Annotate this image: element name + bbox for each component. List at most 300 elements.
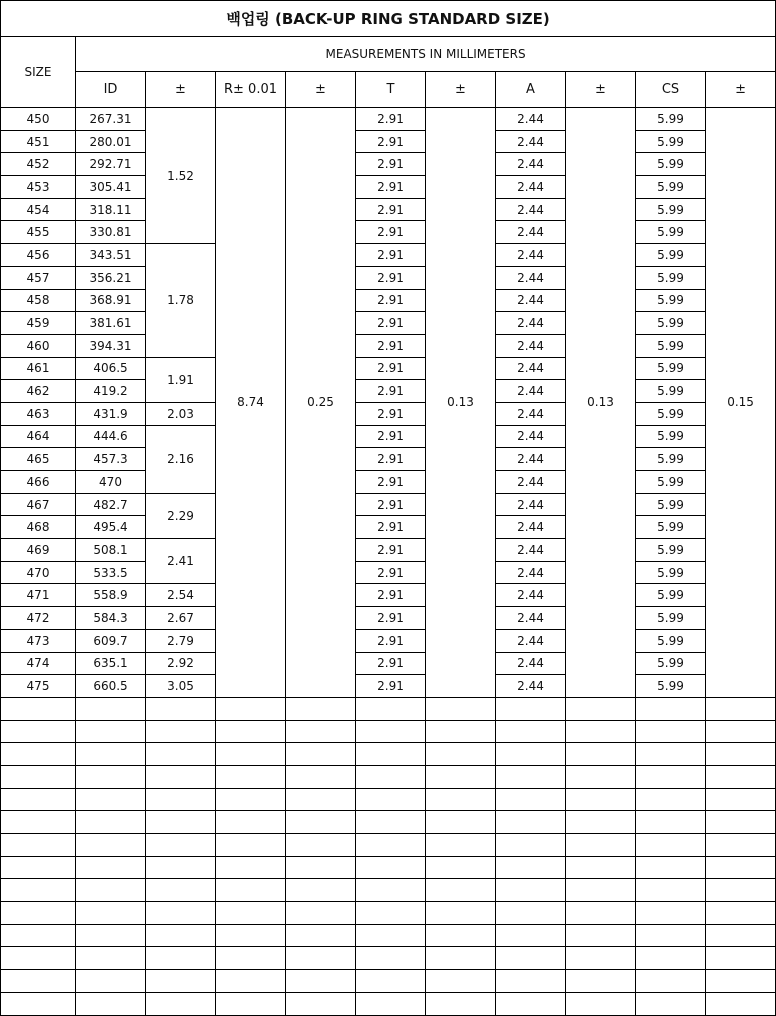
empty-cell	[286, 856, 356, 879]
empty-cell	[356, 697, 426, 720]
empty-cell	[1, 992, 76, 1015]
id-tolerance-cell: 2.16	[146, 425, 216, 493]
empty-cell	[426, 856, 496, 879]
id-tolerance-cell: 1.78	[146, 244, 216, 357]
a-cell: 2.44	[496, 334, 566, 357]
id-tolerance-cell: 2.41	[146, 539, 216, 584]
table-row	[1, 425, 776, 448]
table-row	[1, 289, 776, 312]
empty-cell	[356, 902, 426, 925]
empty-cell	[1, 743, 76, 766]
empty-cell	[496, 902, 566, 925]
empty-cell	[286, 992, 356, 1015]
empty-cell	[76, 811, 146, 834]
table-row	[1, 652, 776, 675]
empty-cell	[356, 970, 426, 993]
a-cell: 2.44	[496, 153, 566, 176]
empty-cell	[636, 765, 706, 788]
empty-cell	[496, 788, 566, 811]
empty-cell	[426, 970, 496, 993]
size-cell: 457	[1, 266, 76, 289]
t-cell: 2.91	[356, 312, 426, 335]
a-cell: 2.44	[496, 425, 566, 448]
empty-cell	[496, 992, 566, 1015]
empty-cell	[1, 902, 76, 925]
empty-cell	[496, 811, 566, 834]
a-cell: 2.44	[496, 130, 566, 153]
table-title: 백업링 (BACK-UP RING STANDARD SIZE)	[1, 1, 776, 37]
a-cell: 2.44	[496, 289, 566, 312]
a-cell: 2.44	[496, 266, 566, 289]
empty-row	[1, 856, 776, 879]
empty-row	[1, 902, 776, 925]
empty-cell	[426, 765, 496, 788]
empty-cell	[566, 902, 636, 925]
a-tolerance-cell: 0.13	[566, 108, 636, 698]
size-cell: 466	[1, 471, 76, 494]
a-cell: 2.44	[496, 312, 566, 335]
empty-cell	[636, 992, 706, 1015]
empty-cell	[706, 902, 776, 925]
t-cell: 2.91	[356, 130, 426, 153]
empty-cell	[426, 743, 496, 766]
id-tolerance-cell: 1.91	[146, 357, 216, 402]
t-cell: 2.91	[356, 471, 426, 494]
empty-cell	[426, 720, 496, 743]
empty-cell	[1, 856, 76, 879]
col-header-cs: CS	[636, 72, 706, 108]
r-value-cell: 8.74	[216, 108, 286, 698]
size-cell: 456	[1, 244, 76, 267]
a-cell: 2.44	[496, 629, 566, 652]
empty-cell	[1, 970, 76, 993]
cs-cell: 5.99	[636, 652, 706, 675]
a-cell: 2.44	[496, 176, 566, 199]
empty-row	[1, 811, 776, 834]
empty-cell	[146, 697, 216, 720]
size-cell: 467	[1, 493, 76, 516]
empty-cell	[216, 788, 286, 811]
empty-cell	[76, 788, 146, 811]
empty-cell	[1, 834, 76, 857]
size-cell: 473	[1, 629, 76, 652]
empty-cell	[496, 970, 566, 993]
a-cell: 2.44	[496, 380, 566, 403]
id-tolerance-cell: 2.92	[146, 652, 216, 675]
empty-cell	[286, 924, 356, 947]
empty-cell	[1, 697, 76, 720]
col-header-id: ID	[76, 72, 146, 108]
size-cell: 453	[1, 176, 76, 199]
empty-cell	[146, 879, 216, 902]
empty-cell	[286, 788, 356, 811]
empty-row	[1, 970, 776, 993]
cs-cell: 5.99	[636, 448, 706, 471]
table-row	[1, 493, 776, 516]
a-cell: 2.44	[496, 607, 566, 630]
empty-cell	[636, 902, 706, 925]
id-cell: 356.21	[76, 266, 146, 289]
table-row	[1, 244, 776, 267]
empty-cell	[146, 834, 216, 857]
size-cell: 454	[1, 198, 76, 221]
table-row	[1, 448, 776, 471]
t-cell: 2.91	[356, 539, 426, 562]
empty-cell	[216, 720, 286, 743]
empty-cell	[216, 743, 286, 766]
empty-cell	[216, 879, 286, 902]
empty-cell	[496, 947, 566, 970]
size-cell: 468	[1, 516, 76, 539]
id-tolerance-cell: 2.03	[146, 402, 216, 425]
id-cell: 431.9	[76, 402, 146, 425]
id-tolerance-cell: 2.54	[146, 584, 216, 607]
empty-cell	[496, 743, 566, 766]
empty-cell	[146, 992, 216, 1015]
empty-cell	[76, 697, 146, 720]
size-cell: 475	[1, 675, 76, 698]
t-cell: 2.91	[356, 176, 426, 199]
a-cell: 2.44	[496, 198, 566, 221]
id-tolerance-cell: 2.79	[146, 629, 216, 652]
t-cell: 2.91	[356, 357, 426, 380]
cs-cell: 5.99	[636, 221, 706, 244]
table-row	[1, 516, 776, 539]
empty-cell	[1, 811, 76, 834]
col-header-t-tolerance: ±	[426, 72, 496, 108]
t-cell: 2.91	[356, 380, 426, 403]
empty-cell	[76, 902, 146, 925]
r-tolerance-cell: 0.25	[286, 108, 356, 698]
empty-cell	[76, 992, 146, 1015]
col-header-t: T	[356, 72, 426, 108]
size-cell: 463	[1, 402, 76, 425]
a-cell: 2.44	[496, 108, 566, 131]
empty-cell	[286, 720, 356, 743]
a-cell: 2.44	[496, 652, 566, 675]
empty-cell	[76, 856, 146, 879]
empty-cell	[216, 992, 286, 1015]
empty-cell	[216, 902, 286, 925]
table-row	[1, 471, 776, 494]
table-row	[1, 130, 776, 153]
cs-cell: 5.99	[636, 357, 706, 380]
empty-cell	[216, 765, 286, 788]
empty-cell	[426, 947, 496, 970]
empty-cell	[636, 834, 706, 857]
empty-cell	[636, 879, 706, 902]
size-cell: 470	[1, 561, 76, 584]
empty-row	[1, 697, 776, 720]
col-header-a: A	[496, 72, 566, 108]
id-tolerance-cell: 2.29	[146, 493, 216, 538]
id-cell: 406.5	[76, 357, 146, 380]
empty-cell	[566, 856, 636, 879]
empty-cell	[146, 856, 216, 879]
empty-cell	[286, 811, 356, 834]
size-cell: 459	[1, 312, 76, 335]
id-cell: 280.01	[76, 130, 146, 153]
empty-cell	[1, 788, 76, 811]
id-cell: 495.4	[76, 516, 146, 539]
empty-cell	[706, 765, 776, 788]
size-cell: 450	[1, 108, 76, 131]
empty-cell	[636, 970, 706, 993]
size-cell: 452	[1, 153, 76, 176]
empty-cell	[426, 834, 496, 857]
a-cell: 2.44	[496, 516, 566, 539]
table-row	[1, 561, 776, 584]
empty-cell	[146, 743, 216, 766]
cs-cell: 5.99	[636, 153, 706, 176]
t-cell: 2.91	[356, 493, 426, 516]
empty-cell	[566, 924, 636, 947]
empty-cell	[496, 834, 566, 857]
empty-cell	[356, 788, 426, 811]
cs-cell: 5.99	[636, 561, 706, 584]
empty-cell	[216, 697, 286, 720]
t-cell: 2.91	[356, 561, 426, 584]
empty-cell	[706, 970, 776, 993]
a-cell: 2.44	[496, 357, 566, 380]
empty-cell	[146, 811, 216, 834]
empty-cell	[286, 902, 356, 925]
size-cell: 474	[1, 652, 76, 675]
table-row	[1, 607, 776, 630]
empty-cell	[636, 743, 706, 766]
empty-cell	[496, 879, 566, 902]
table-row	[1, 539, 776, 562]
empty-row	[1, 788, 776, 811]
size-cell: 465	[1, 448, 76, 471]
cs-cell: 5.99	[636, 493, 706, 516]
table-row	[1, 380, 776, 403]
empty-cell	[76, 970, 146, 993]
t-cell: 2.91	[356, 448, 426, 471]
cs-cell: 5.99	[636, 176, 706, 199]
empty-cell	[706, 720, 776, 743]
empty-cell	[636, 720, 706, 743]
empty-cell	[1, 947, 76, 970]
id-cell: 343.51	[76, 244, 146, 267]
t-cell: 2.91	[356, 584, 426, 607]
cs-cell: 5.99	[636, 108, 706, 131]
cs-cell: 5.99	[636, 539, 706, 562]
t-cell: 2.91	[356, 198, 426, 221]
empty-cell	[566, 947, 636, 970]
id-tolerance-cell: 1.52	[146, 108, 216, 244]
cs-cell: 5.99	[636, 425, 706, 448]
t-cell: 2.91	[356, 629, 426, 652]
table-row	[1, 153, 776, 176]
empty-cell	[566, 720, 636, 743]
empty-row	[1, 720, 776, 743]
t-cell: 2.91	[356, 652, 426, 675]
empty-cell	[216, 970, 286, 993]
size-cell: 472	[1, 607, 76, 630]
cs-cell: 5.99	[636, 516, 706, 539]
a-cell: 2.44	[496, 471, 566, 494]
size-cell: 462	[1, 380, 76, 403]
empty-cell	[216, 811, 286, 834]
empty-row	[1, 834, 776, 857]
t-cell: 2.91	[356, 516, 426, 539]
empty-cell	[356, 743, 426, 766]
cs-cell: 5.99	[636, 471, 706, 494]
empty-row	[1, 947, 776, 970]
size-cell: 461	[1, 357, 76, 380]
size-cell: 460	[1, 334, 76, 357]
empty-cell	[496, 924, 566, 947]
empty-cell	[76, 765, 146, 788]
empty-cell	[356, 834, 426, 857]
a-cell: 2.44	[496, 402, 566, 425]
empty-cell	[356, 992, 426, 1015]
empty-cell	[356, 924, 426, 947]
t-cell: 2.91	[356, 153, 426, 176]
empty-cell	[566, 765, 636, 788]
empty-cell	[216, 924, 286, 947]
empty-cell	[566, 970, 636, 993]
col-header-r-tolerance: ±	[286, 72, 356, 108]
col-header-r: R± 0.01	[216, 72, 286, 108]
empty-cell	[76, 947, 146, 970]
size-cell: 471	[1, 584, 76, 607]
empty-cell	[636, 924, 706, 947]
a-cell: 2.44	[496, 448, 566, 471]
empty-cell	[146, 924, 216, 947]
cs-cell: 5.99	[636, 607, 706, 630]
cs-cell: 5.99	[636, 198, 706, 221]
size-cell: 458	[1, 289, 76, 312]
empty-cell	[426, 788, 496, 811]
empty-cell	[706, 834, 776, 857]
empty-row	[1, 743, 776, 766]
empty-cell	[216, 856, 286, 879]
empty-cell	[76, 743, 146, 766]
cs-cell: 5.99	[636, 584, 706, 607]
empty-cell	[286, 947, 356, 970]
empty-cell	[636, 811, 706, 834]
id-cell: 368.91	[76, 289, 146, 312]
empty-row	[1, 765, 776, 788]
a-cell: 2.44	[496, 221, 566, 244]
empty-cell	[496, 720, 566, 743]
col-header-cs-tolerance: ±	[706, 72, 776, 108]
empty-cell	[636, 947, 706, 970]
empty-cell	[146, 902, 216, 925]
empty-cell	[706, 743, 776, 766]
size-header: SIZE	[1, 37, 76, 108]
t-cell: 2.91	[356, 425, 426, 448]
id-cell: 292.71	[76, 153, 146, 176]
table-row	[1, 584, 776, 607]
size-cell: 464	[1, 425, 76, 448]
cs-tolerance-cell: 0.15	[706, 108, 776, 698]
empty-cell	[286, 879, 356, 902]
empty-cell	[146, 788, 216, 811]
cs-cell: 5.99	[636, 266, 706, 289]
cs-cell: 5.99	[636, 312, 706, 335]
t-cell: 2.91	[356, 221, 426, 244]
id-cell: 444.6	[76, 425, 146, 448]
table-row	[1, 176, 776, 199]
empty-cell	[566, 992, 636, 1015]
empty-cell	[1, 720, 76, 743]
empty-cell	[426, 992, 496, 1015]
empty-cell	[356, 765, 426, 788]
a-cell: 2.44	[496, 675, 566, 698]
empty-cell	[356, 720, 426, 743]
size-cell: 455	[1, 221, 76, 244]
empty-cell	[706, 856, 776, 879]
id-cell: 533.5	[76, 561, 146, 584]
empty-cell	[146, 970, 216, 993]
empty-cell	[356, 856, 426, 879]
cs-cell: 5.99	[636, 380, 706, 403]
id-cell: 394.31	[76, 334, 146, 357]
empty-cell	[426, 924, 496, 947]
t-cell: 2.91	[356, 402, 426, 425]
id-cell: 305.41	[76, 176, 146, 199]
id-cell: 508.1	[76, 539, 146, 562]
cs-cell: 5.99	[636, 402, 706, 425]
empty-cell	[496, 856, 566, 879]
empty-cell	[286, 970, 356, 993]
id-cell: 330.81	[76, 221, 146, 244]
empty-cell	[1, 924, 76, 947]
empty-cell	[356, 947, 426, 970]
a-cell: 2.44	[496, 539, 566, 562]
table-row	[1, 675, 776, 698]
empty-cell	[1, 879, 76, 902]
t-cell: 2.91	[356, 108, 426, 131]
a-cell: 2.44	[496, 561, 566, 584]
a-cell: 2.44	[496, 584, 566, 607]
cs-cell: 5.99	[636, 334, 706, 357]
empty-cell	[426, 879, 496, 902]
empty-cell	[706, 947, 776, 970]
t-cell: 2.91	[356, 266, 426, 289]
empty-cell	[356, 879, 426, 902]
empty-cell	[566, 834, 636, 857]
empty-cell	[706, 811, 776, 834]
id-tolerance-cell: 2.67	[146, 607, 216, 630]
table-row	[1, 629, 776, 652]
id-cell: 660.5	[76, 675, 146, 698]
id-tolerance-cell: 3.05	[146, 675, 216, 698]
empty-cell	[636, 856, 706, 879]
empty-cell	[146, 720, 216, 743]
id-cell: 584.3	[76, 607, 146, 630]
empty-cell	[706, 697, 776, 720]
id-cell: 635.1	[76, 652, 146, 675]
empty-cell	[706, 879, 776, 902]
empty-cell	[636, 697, 706, 720]
col-header-a-tolerance: ±	[566, 72, 636, 108]
empty-cell	[566, 697, 636, 720]
id-cell: 419.2	[76, 380, 146, 403]
size-cell: 469	[1, 539, 76, 562]
t-cell: 2.91	[356, 334, 426, 357]
empty-cell	[706, 788, 776, 811]
measurements-header: MEASUREMENTS IN MILLIMETERS	[76, 37, 776, 72]
empty-cell	[426, 811, 496, 834]
empty-cell	[286, 834, 356, 857]
t-cell: 2.91	[356, 244, 426, 267]
empty-cell	[146, 765, 216, 788]
id-cell: 609.7	[76, 629, 146, 652]
